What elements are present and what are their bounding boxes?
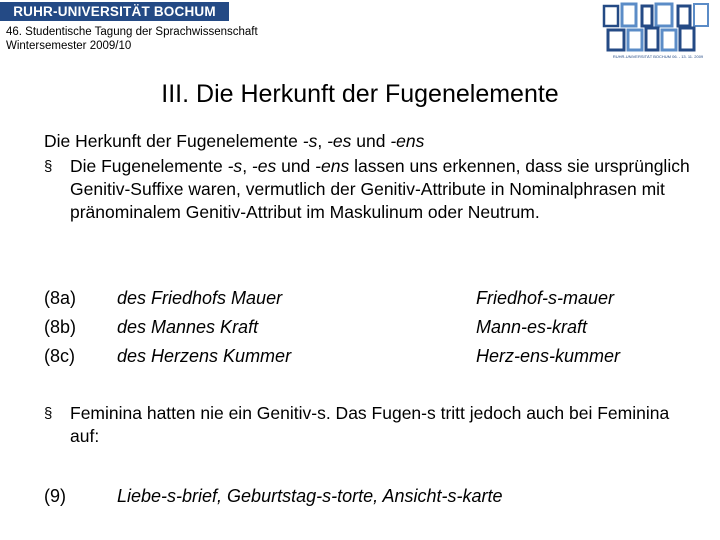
example-row bbox=[44, 486, 704, 514]
example-compounds-feminine: Liebe-s-brief, Geburtstag-s-torte, Ansicht-s-karte bbox=[117, 486, 503, 506]
example-compound: Mann-es-kraft bbox=[476, 317, 588, 337]
example-row bbox=[44, 317, 704, 345]
bullet-genitive-origin: § Die Fugenelemente -s, -es und -ens lassen uns erkennen, dass sie ursprünglich Genitiv-Suffixe waren, vermutlich der Genitiv-Attribute in Nominalphrasen mit pränominalem Genitiv-Attribut im Maskulinum oder Neutrum. bbox=[44, 156, 690, 222]
svg-text:RUHR-UNIVERSITÄT BOCHUM 06. -: RUHR-UNIVERSITÄT BOCHUM 06. - 13. 11. 2009 bbox=[612, 54, 704, 59]
example-number: (9) bbox=[44, 486, 66, 506]
example-phrase: des Friedhofs Mauer bbox=[117, 288, 283, 308]
example-compound: Friedhof-s-mauer bbox=[476, 288, 615, 308]
example-number: (8b) bbox=[44, 317, 77, 337]
example-phrase: des Herzens Kummer bbox=[117, 346, 292, 366]
bullet-feminina: § Feminina hatten nie ein Genitiv-s. Das Fugen-s tritt jedoch auch bei Feminina auf: bbox=[44, 403, 670, 446]
semester-label: Wintersemester 2009/10 bbox=[6, 40, 132, 52]
university-banner: RUHR-UNIVERSITÄT BOCHUM bbox=[0, 2, 229, 21]
example-compound: Herz-ens-kummer bbox=[476, 346, 621, 366]
stuts-logo bbox=[598, 2, 718, 62]
example-row bbox=[44, 288, 704, 316]
bullet-marker: § bbox=[44, 405, 53, 422]
conference-title: 46. Studentische Tagung der Sprachwissenschaft bbox=[6, 26, 258, 38]
example-number: (8c) bbox=[44, 346, 75, 366]
bullet-marker: § bbox=[44, 158, 53, 175]
slide-title: III. Die Herkunft der Fugenelemente bbox=[161, 80, 559, 108]
example-row bbox=[44, 346, 704, 374]
example-phrase: des Mannes Kraft bbox=[117, 317, 259, 337]
section-heading: Die Herkunft der Fugenelemente -s, -es und -ens bbox=[44, 131, 425, 151]
example-number: (8a) bbox=[44, 288, 77, 308]
